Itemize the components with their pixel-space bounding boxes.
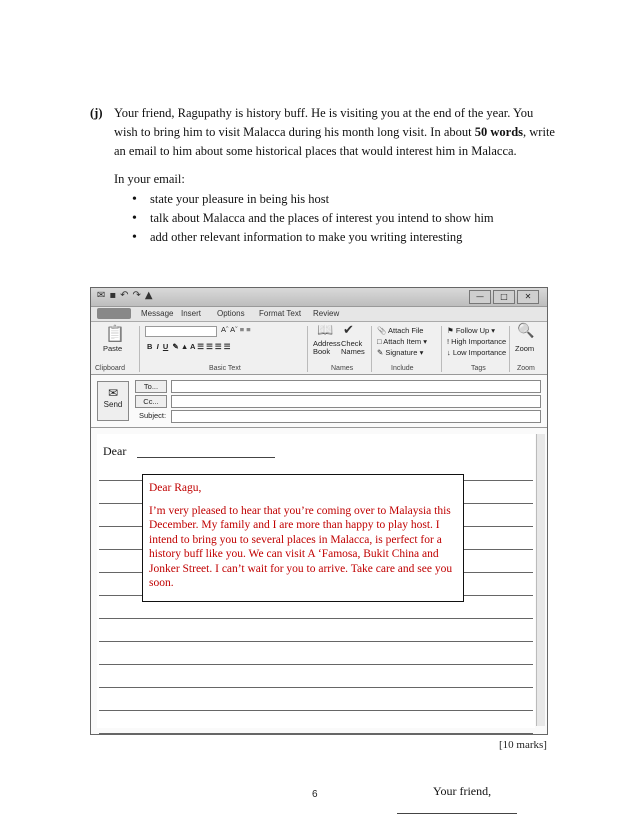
clipboard-group-label: Clipboard [95,365,125,372]
requirements-list [132,190,494,247]
low-importance-label: Low Importance [452,348,507,357]
requirement-item: • add other relevant information to make you writing interesting [132,228,494,247]
message-header [91,375,547,428]
answer-greeting: Dear Ragu, [149,482,202,494]
dear-blank-line [137,457,275,458]
send-icon: ✉ [107,386,119,400]
writing-line [99,664,533,665]
writing-line [99,710,533,711]
file-tab[interactable] [97,308,131,319]
ribbon-divider [371,326,372,372]
marks-label: [10 marks] [499,739,547,751]
format-buttons-icon[interactable]: B I U ✎ ▲ A ☰ ☰ ☰ ☰ [147,342,231,351]
in-email-label: In your email: [114,172,185,186]
attach-file-label: Attach File [388,326,424,335]
to-button[interactable]: To... [135,380,167,393]
tab-review[interactable]: Review [313,309,340,318]
cc-field[interactable] [171,395,541,408]
quick-access-icons: ✉▪↶↷▲ [97,290,157,301]
subject-label: Subject: [139,411,167,420]
answer-box [142,474,464,602]
check-names-icon[interactable]: ✔ [343,323,354,338]
send-button[interactable] [97,381,129,421]
dear-label: Dear [103,444,127,458]
signature-label: Signature ▾ [385,348,424,357]
basic-text-group-label: Basic Text [209,365,241,372]
ribbon-divider [441,326,442,372]
writing-line [99,733,533,734]
minimize-icon[interactable]: — [469,290,491,304]
requirement-item: • talk about Malacca and the places of interest you intend to show him [132,209,494,228]
tab-message[interactable]: Message [141,309,174,318]
ribbon [91,322,547,375]
question-text-part2: , write an email to him about some historical places that would interest him in Malacca. [114,125,555,158]
paste-label[interactable]: Paste [103,344,123,353]
scrollbar[interactable] [536,434,545,726]
attach-file-button[interactable]: 📎 Attach File [377,326,424,335]
font-name-box[interactable] [145,326,217,337]
word-count: 50 words [474,125,524,139]
ribbon-divider [509,326,510,372]
writing-line [99,687,533,688]
address-book-icon[interactable]: 📖 [317,323,334,338]
maximize-icon[interactable]: □ [493,290,515,304]
attach-item-label: Attach Item ▾ [383,337,427,346]
close-icon[interactable]: ✕ [517,290,539,304]
title-bar [91,288,547,307]
writing-line [99,618,533,619]
requirement-item: • state your pleasure in being his host [132,190,494,209]
names-group-label: Names [331,365,354,372]
question-text [114,104,560,161]
tags-group-label: Tags [471,365,486,372]
send-label: Send [103,400,123,409]
tab-insert[interactable]: Insert [181,309,202,318]
address-book-label[interactable]: Address Book [313,339,341,356]
zoom-label[interactable]: Zoom [515,344,535,353]
high-importance-label: High Importance [451,337,507,346]
paste-icon[interactable]: 📋 [105,324,125,343]
window-controls [469,290,539,304]
writing-line [99,641,533,642]
attach-item-button[interactable]: □ Attach Item ▾ [377,337,427,346]
include-group-label: Include [391,365,414,372]
zoom-icon[interactable]: 🔍 [517,323,535,339]
closing-label: Your friend, [433,784,492,798]
check-names-label[interactable]: Check Names [341,339,365,356]
subject-field[interactable] [171,410,541,423]
tab-options[interactable]: Options [217,309,245,318]
signature-line [397,813,517,814]
ribbon-divider [139,326,140,372]
zoom-group-label: Zoom [517,365,535,372]
follow-up-button[interactable]: ⚑ Follow Up ▾ [447,326,496,335]
question-block [90,104,560,161]
page-number: 6 [312,789,318,800]
ribbon-divider [307,326,308,372]
high-importance-button[interactable]: ! High Importance [447,337,507,346]
low-importance-button[interactable]: ↓ Low Importance [447,348,507,357]
answer-body: I’m very pleased to hear that you’re coming over to Malaysia this December. My family and I are more than happy to play host. I intend to bring you to several places in Malacca, is perfect for a history buff like you. We can visit A ‘Famosa, Bukit China and Jonker Street. I can’t wait for you to arrive. Take care and see you soon. [149,504,453,589]
signature-button[interactable]: ✎ Signature ▾ [377,348,424,357]
tab-format-text[interactable]: Format Text [259,309,302,318]
to-field[interactable] [171,380,541,393]
ribbon-tabs [91,307,547,322]
question-text-part1: Your friend, Ragupathy is history buff. He is visiting you at the end of the year. You wish to bring him to visit Malacca during his month long visit. In about [114,106,534,139]
follow-up-label: Follow Up ▾ [455,326,496,335]
question-label: (j) [90,106,103,120]
cc-button[interactable]: Cc... [135,395,167,408]
font-grow-icon[interactable]: Aˆ Aˇ ≡ ≡ [221,325,251,334]
